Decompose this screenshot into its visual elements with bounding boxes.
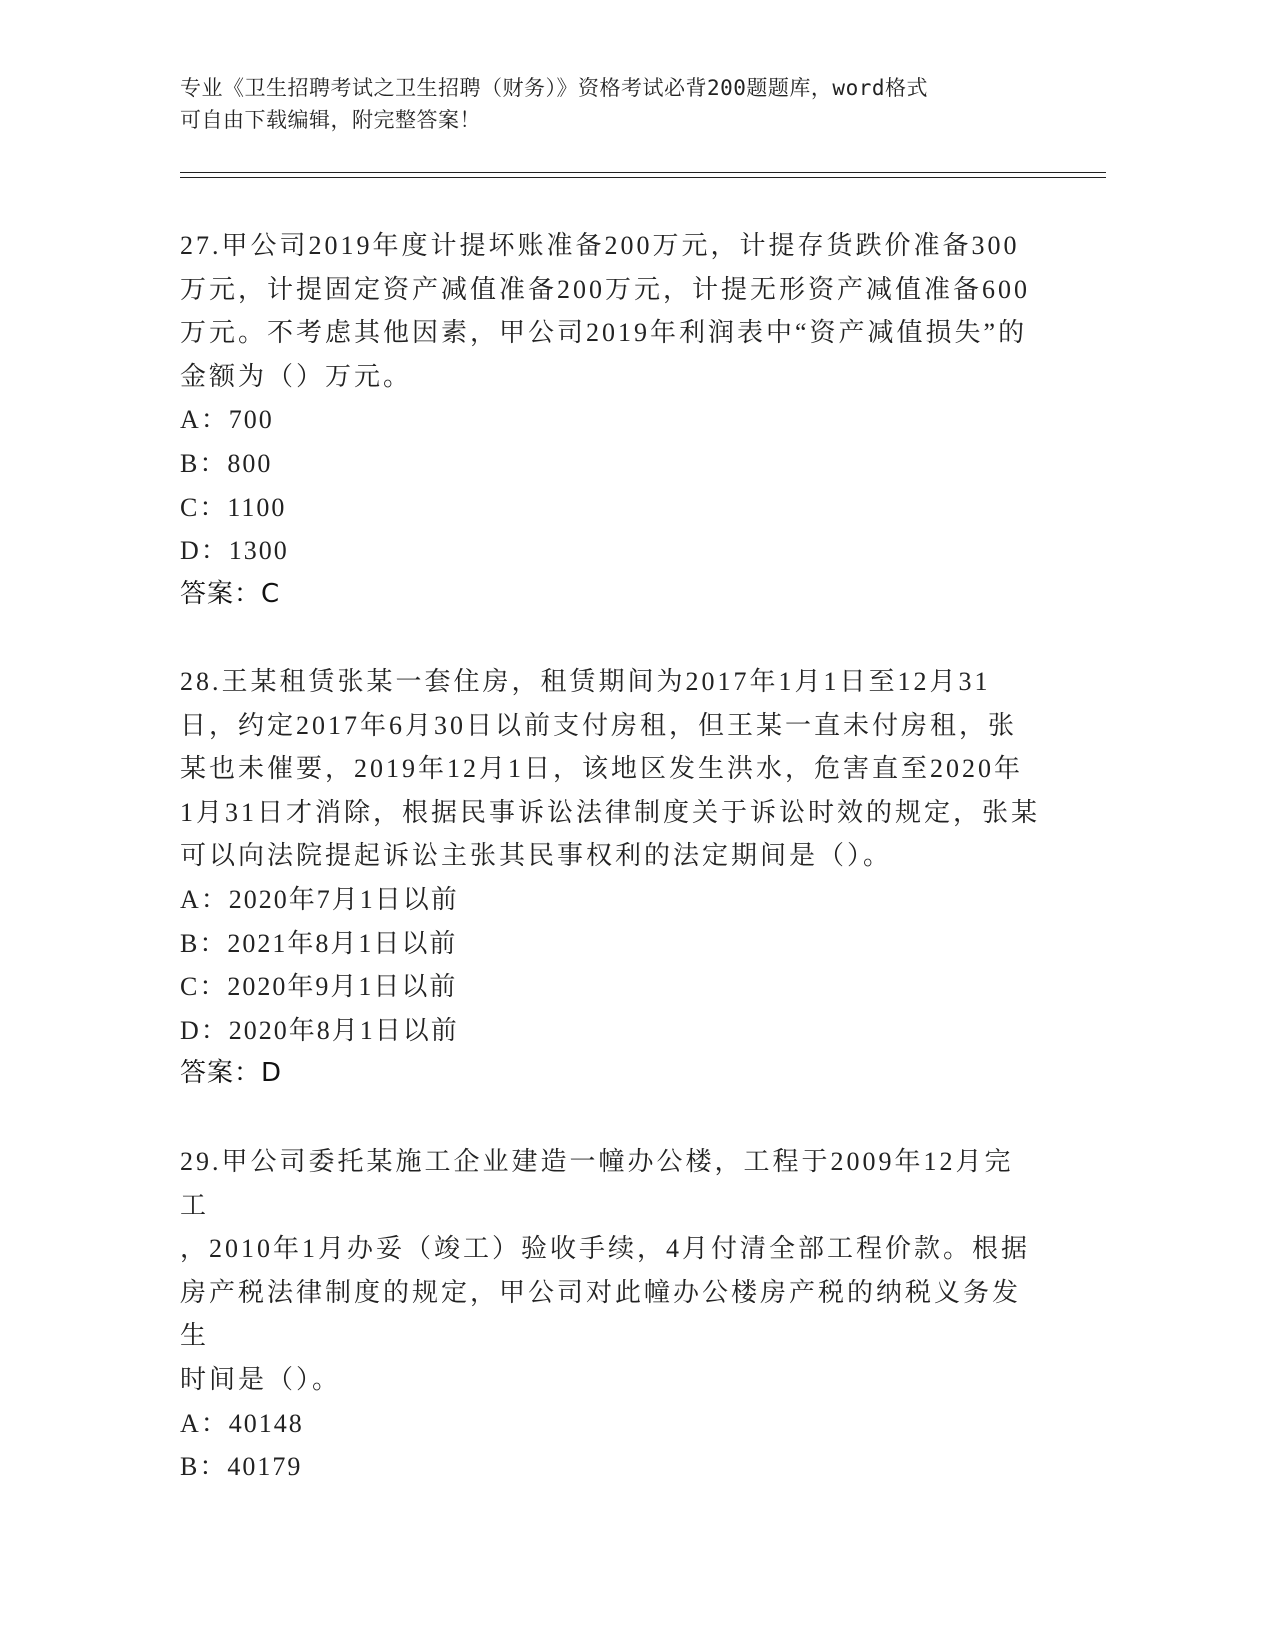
question-stem-line: 28.王某租赁张某一套住房，租赁期间为2017年1月1日至12月31 — [180, 667, 991, 696]
option-d: D：2020年8月1日以前 — [180, 1015, 459, 1045]
question-29 — [180, 1140, 1040, 1489]
option-a: A：2020年7月1日以前 — [180, 884, 459, 914]
header-divider-bottom — [180, 177, 1106, 178]
header-divider-top — [180, 172, 1106, 173]
option-a: A：40148 — [180, 1408, 304, 1438]
question-stem-line: 万元。不考虑其他因素，甲公司2019年利润表中“资产减值损失”的 — [180, 318, 1028, 348]
option-c: C：1100 — [180, 492, 287, 522]
question-stem-line: 万元，计提固定资产减值准备200万元，计提无形资产减值准备600 — [180, 274, 1031, 304]
question-28 — [180, 660, 1040, 1096]
question-stem-line: 日，约定2017年6月30日以前支付房租，但王某一直未付房租，张 — [180, 710, 1018, 740]
question-27 — [180, 224, 1040, 616]
option-b: B：800 — [180, 448, 273, 478]
question-stem-line: 时间是（）。 — [180, 1364, 342, 1394]
header-title-line-1: 专业《卫生招聘考试之卫生招聘（财务）》资格考试必背200题题库，word格式 — [180, 76, 928, 100]
question-stem-line: 1月31日才消除，根据民事诉讼法律制度关于诉讼时效的规定，张某 — [180, 797, 1041, 827]
option-a: A：700 — [180, 405, 274, 435]
question-stem-line: 27.甲公司2019年度计提坏账准备200万元，计提存货跌价准备300 — [180, 231, 1020, 260]
question-stem-line: 某也未催要，2019年12月1日，该地区发生洪水，危害直至2020年 — [180, 754, 1024, 784]
answer-label: 答案：C — [180, 578, 281, 609]
question-stem-line: 房产税法律制度的规定，甲公司对此幢办公楼房产税的纳税义务发生 — [180, 1277, 1022, 1351]
option-c: C：2020年9月1日以前 — [180, 972, 458, 1002]
option-b: B：40179 — [180, 1452, 303, 1482]
question-stem-line: ，2010年1月办妥（竣工）验收手续，4月付清全部工程价款。根据 — [180, 1234, 1031, 1264]
option-b: B：2021年8月1日以前 — [180, 928, 458, 958]
document-header — [180, 72, 1060, 136]
question-stem-line: 金额为（）万元。 — [180, 361, 413, 391]
option-d: D：1300 — [180, 536, 289, 566]
answer-label: 答案：D — [180, 1058, 283, 1089]
question-stem-line: 29.甲公司委托某施工企业建造一幢办公楼，工程于2009年12月完工 — [180, 1147, 1014, 1220]
header-title-line-2: 可自由下载编辑，附完整答案！ — [180, 108, 481, 132]
question-stem-line: 可以向法院提起诉讼主张其民事权利的法定期间是（）。 — [180, 841, 893, 871]
